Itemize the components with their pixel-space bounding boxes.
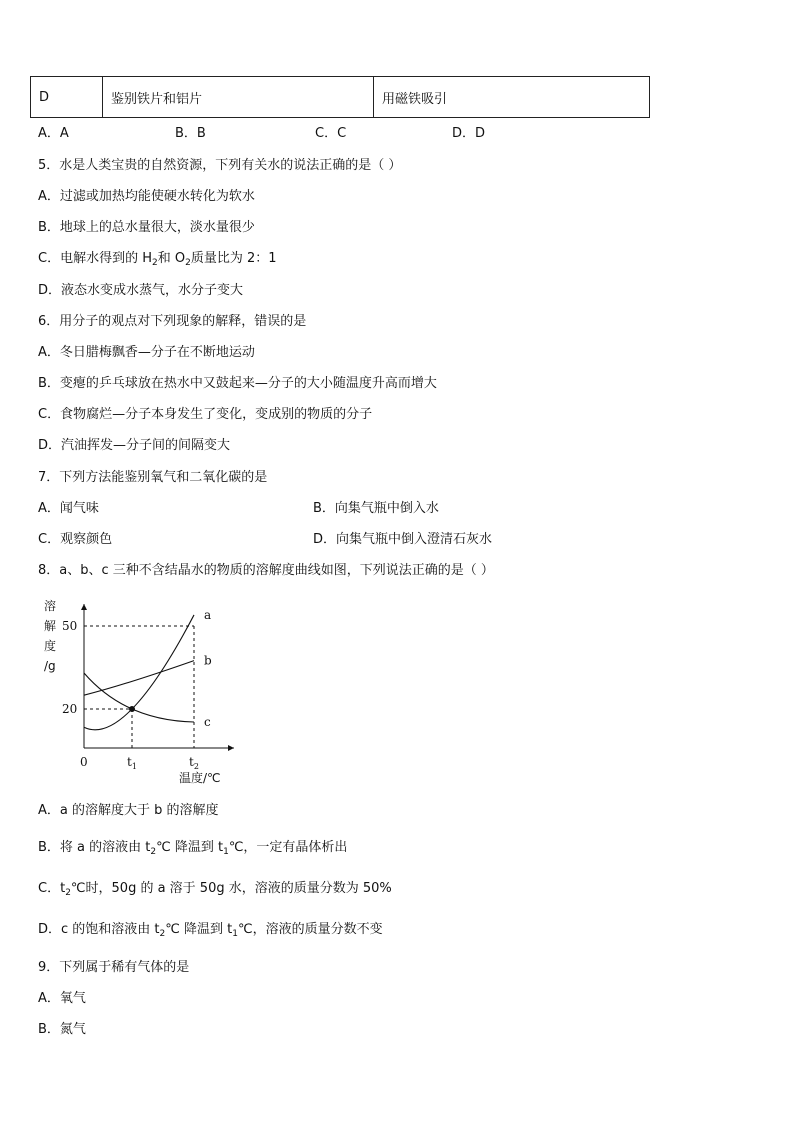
- series-label-b: b: [204, 653, 212, 668]
- option: B．地球上的总水量很大，淡水量很少: [38, 220, 255, 235]
- series-label-a: a: [204, 607, 212, 622]
- option: D．向集气瓶中倒入澄清石灰水: [313, 532, 493, 547]
- option: D．液态水变成水蒸气，水分子变大: [38, 283, 244, 298]
- option: A．闻气味: [38, 501, 99, 516]
- option: C．电解水得到的 $H_2$和 $O_2$质量比为 2：1: [38, 251, 277, 268]
- origin-label: 0: [80, 755, 88, 769]
- answer-table: [30, 76, 650, 118]
- x-axis-label: 温度/℃: [179, 771, 221, 785]
- table-cell: D: [31, 77, 103, 118]
- option: B．变瘪的乒乓球放在热水中又鼓起来—分子的大小随温度升高而增大: [38, 376, 437, 391]
- series-c-curve: [84, 673, 194, 722]
- table-cell: 用磁铁吸引: [374, 77, 650, 118]
- y-label-char: /g: [44, 659, 56, 673]
- question-stem: 9．下列属于稀有气体的是: [38, 960, 190, 975]
- q4-options: [38, 125, 485, 143]
- option: B．向集气瓶中倒入水: [313, 501, 439, 516]
- option: D．c 的饱和溶液由 $t_2℃$ 降温到 $t_1℃$，溶液的质量分数不变: [38, 922, 383, 939]
- x-tick-label: $t_1$: [127, 755, 137, 771]
- option: A．氧气: [38, 991, 86, 1006]
- option: A．a 的溶解度大于 b 的溶解度: [38, 803, 219, 818]
- option: C．$t_2℃$时，50g 的 a 溶于 50g 水，溶液的质量分数为 50%: [38, 881, 392, 898]
- y-label-char: 解: [44, 619, 57, 633]
- y-tick-label: 50: [62, 619, 78, 633]
- question-stem: 5．水是人类宝贵的自然资源，下列有关水的说法正确的是（ ）: [38, 158, 402, 173]
- solubility-chart: [38, 596, 248, 792]
- y-tick-label: 20: [62, 702, 78, 716]
- option: B．将 a 的溶液由 $t_2℃$ 降温到 $t_1℃$，一定有晶体析出: [38, 840, 348, 857]
- option: D．汽油挥发—分子间的间隔变大: [38, 438, 231, 453]
- option: D．D: [452, 126, 486, 141]
- intersection-point: [129, 706, 135, 712]
- option: A．过滤或加热均能使硬水转化为软水: [38, 189, 255, 204]
- x-tick-label: $t_2$: [189, 755, 199, 771]
- option: A．冬日腊梅飘香—分子在不断地运动: [38, 345, 255, 360]
- y-label-char: 溶: [44, 599, 57, 613]
- question-stem: 6．用分子的观点对下列现象的解释，错误的是: [38, 314, 307, 329]
- option: A．A: [38, 126, 69, 141]
- series-label-c: c: [204, 715, 211, 730]
- series-a-curve: [84, 615, 194, 730]
- table-row: [31, 77, 650, 118]
- question-stem: 8．a、b、c 三种不含结晶水的物质的溶解度曲线如图，下列说法正确的是（ ）: [38, 563, 494, 578]
- option: C．C: [315, 126, 347, 141]
- question-stem: 7．下列方法能鉴别氧气和二氧化碳的是: [38, 470, 268, 485]
- option: C．观察颜色: [38, 532, 113, 547]
- option: B．B: [175, 126, 206, 141]
- y-label-char: 度: [44, 639, 57, 653]
- option: C．食物腐烂—分子本身发生了变化，变成别的物质的分子: [38, 407, 373, 422]
- table-cell: 鉴别铁片和铝片: [103, 77, 374, 118]
- option: B．氮气: [38, 1022, 86, 1037]
